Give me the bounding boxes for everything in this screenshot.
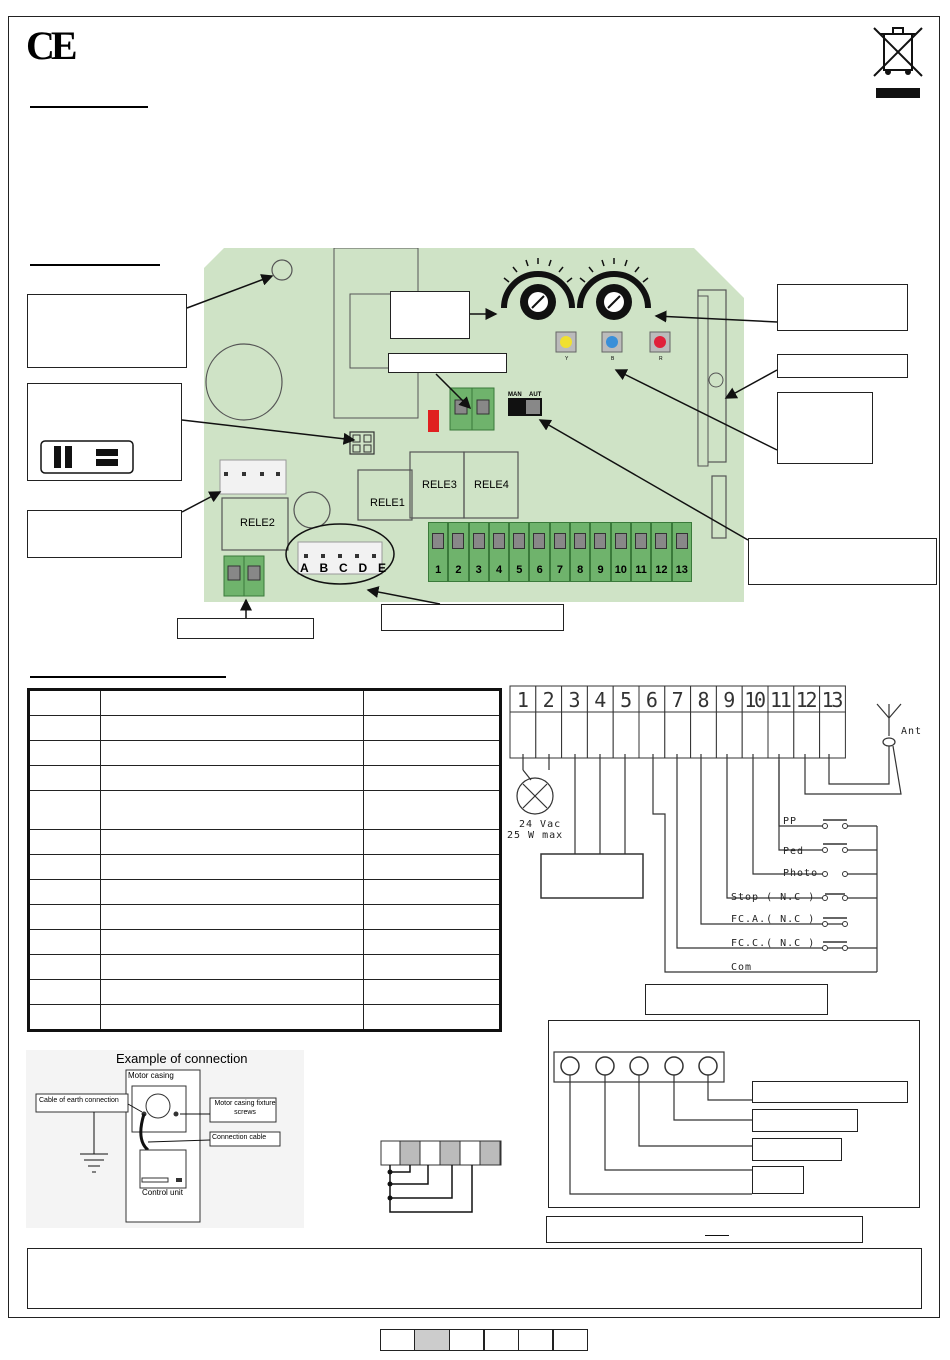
antenna-label: Ant bbox=[901, 726, 923, 737]
lamp-power-label: 25 W max bbox=[507, 830, 564, 841]
button-b-label: B bbox=[611, 356, 615, 362]
connection-cable-label: Connection cable bbox=[212, 1134, 267, 1141]
table-row bbox=[29, 830, 501, 855]
table-cell bbox=[101, 905, 364, 930]
relay-3-label: RELE3 bbox=[422, 479, 457, 491]
table-cell bbox=[364, 980, 501, 1005]
button-y-label: Y bbox=[565, 356, 569, 362]
table-row bbox=[29, 905, 501, 930]
table-cell bbox=[364, 855, 501, 880]
table-cell bbox=[101, 791, 364, 830]
table-row bbox=[29, 1005, 501, 1031]
wiring-terminal-body bbox=[536, 712, 562, 758]
input-fcc-label: FC.C.( N.C ) bbox=[731, 938, 816, 949]
wiring-terminal-number: 13 bbox=[821, 688, 844, 712]
wiring-terminal-body bbox=[742, 712, 768, 758]
table-cell bbox=[101, 716, 364, 741]
wiring-terminal-number: 10 bbox=[744, 688, 766, 712]
button-r-label: R bbox=[659, 356, 663, 362]
wiring-terminal-number: 12 bbox=[795, 688, 818, 712]
input-photo-label: Photo bbox=[783, 868, 819, 879]
board-terminal-number: 11 bbox=[635, 564, 647, 576]
wiring-terminal-body bbox=[665, 712, 691, 758]
board-terminal-number: 2 bbox=[455, 564, 462, 576]
encoder-label-1 bbox=[752, 1081, 908, 1103]
table-cell bbox=[364, 955, 501, 980]
table-cell bbox=[29, 1005, 101, 1031]
wiring-diagram bbox=[505, 684, 935, 984]
table-cell bbox=[29, 741, 101, 766]
table-cell bbox=[29, 791, 101, 830]
wiring-terminal-body bbox=[820, 712, 846, 758]
page-index-cell bbox=[449, 1329, 485, 1351]
wiring-terminal-body bbox=[691, 712, 717, 758]
board-terminal-number: 12 bbox=[655, 564, 668, 576]
table-cell bbox=[364, 690, 501, 716]
table-cell bbox=[29, 955, 101, 980]
table-row bbox=[29, 855, 501, 880]
table-cell bbox=[29, 716, 101, 741]
input-ped-label: Ped bbox=[783, 846, 805, 857]
table-row bbox=[29, 741, 501, 766]
connector-pin-b: B bbox=[319, 561, 329, 575]
earth-cable-label: Cable of earth connection bbox=[39, 1097, 119, 1104]
motor-box bbox=[541, 854, 643, 898]
encoder-label-3 bbox=[752, 1138, 842, 1161]
encoder-diagram bbox=[548, 1020, 920, 1208]
table-row bbox=[29, 880, 501, 905]
switch-man-label: MAN bbox=[508, 392, 522, 398]
wiring-terminal-body bbox=[587, 712, 613, 758]
wiring-terminal-body bbox=[510, 712, 536, 758]
table-row bbox=[29, 955, 501, 980]
wiring-terminal-number: 2 bbox=[542, 688, 555, 712]
connector-pin-c: C bbox=[338, 561, 348, 575]
relay-4-label: RELE4 bbox=[474, 479, 509, 491]
table-cell bbox=[101, 855, 364, 880]
encoder-caption bbox=[546, 1216, 863, 1243]
wiring-terminal-body bbox=[613, 712, 639, 758]
table-row bbox=[29, 930, 501, 955]
relay-1-label: RELE1 bbox=[370, 497, 405, 509]
connector-pin-e: E bbox=[377, 561, 386, 575]
encoder-label-2 bbox=[752, 1109, 858, 1132]
table-cell bbox=[101, 1005, 364, 1031]
page-index-cell-current bbox=[414, 1329, 450, 1351]
table-cell bbox=[101, 741, 364, 766]
page-index-cell bbox=[552, 1329, 588, 1351]
table-cell bbox=[101, 830, 364, 855]
earth-example-title: Example of connection bbox=[116, 1051, 248, 1066]
table-row bbox=[29, 791, 501, 830]
wiring-terminal-number: 1 bbox=[516, 688, 529, 712]
board-terminal-number: 13 bbox=[675, 564, 688, 576]
table-cell bbox=[101, 880, 364, 905]
input-com-label: Com bbox=[731, 962, 753, 973]
board-terminal-number: 6 bbox=[536, 564, 543, 576]
relay-2-label: RELE2 bbox=[240, 517, 275, 529]
board-terminal-number: 10 bbox=[614, 564, 627, 576]
input-fca-label: FC.A.( N.C ) bbox=[731, 914, 816, 925]
table-cell bbox=[29, 855, 101, 880]
terminals-table bbox=[27, 688, 502, 1032]
table-cell bbox=[101, 980, 364, 1005]
table-cell bbox=[101, 930, 364, 955]
dip-switch-diagram bbox=[380, 1140, 504, 1216]
input-stop-label: Stop ( N.C ) bbox=[731, 892, 816, 903]
table-cell bbox=[364, 830, 501, 855]
page-index-cell bbox=[380, 1329, 416, 1351]
wiring-terminal-number: 7 bbox=[671, 688, 684, 712]
wiring-terminal-number: 11 bbox=[770, 688, 792, 712]
lamp-voltage-label: 24 Vac bbox=[519, 819, 562, 830]
table-cell bbox=[29, 880, 101, 905]
table-cell bbox=[364, 791, 501, 830]
board-terminal-number: 5 bbox=[516, 564, 523, 576]
wiring-terminal-number: 6 bbox=[645, 688, 658, 712]
wiring-terminal-number: 5 bbox=[620, 688, 633, 712]
board-terminal-number: 8 bbox=[577, 564, 584, 576]
board-terminal-number: 9 bbox=[597, 564, 604, 576]
table-row bbox=[29, 980, 501, 1005]
wiring-terminal-body bbox=[794, 712, 820, 758]
wiring-terminal-body bbox=[639, 712, 665, 758]
table-row bbox=[29, 716, 501, 741]
encoder-label-4 bbox=[752, 1166, 804, 1194]
page-index bbox=[381, 1329, 588, 1351]
table-cell bbox=[29, 930, 101, 955]
table-cell bbox=[101, 766, 364, 791]
warning-note-box bbox=[27, 1248, 922, 1309]
wiring-terminal-number: 8 bbox=[697, 688, 710, 712]
wiring-terminal-body bbox=[768, 712, 794, 758]
table-cell bbox=[29, 766, 101, 791]
table-cell bbox=[29, 980, 101, 1005]
table-cell bbox=[364, 1005, 501, 1031]
wiring-terminal-body bbox=[562, 712, 588, 758]
table-row bbox=[29, 690, 501, 716]
wiring-terminal-number: 9 bbox=[723, 688, 736, 712]
board-terminal-number: 1 bbox=[435, 564, 442, 576]
board-terminal-number: 3 bbox=[475, 564, 482, 576]
board-terminal-number: 4 bbox=[495, 564, 503, 576]
wiring-terminal-body bbox=[716, 712, 742, 758]
table-cell bbox=[364, 741, 501, 766]
wiring-terminal-number: 4 bbox=[594, 688, 607, 712]
table-row bbox=[29, 766, 501, 791]
page-index-cell bbox=[483, 1329, 519, 1351]
control-unit-label: Control unit bbox=[142, 1188, 183, 1197]
table-cell bbox=[101, 955, 364, 980]
ce-mark: CE bbox=[26, 23, 74, 68]
fixture-screws-label: Motor casing fixture screws bbox=[214, 1100, 276, 1116]
table-cell bbox=[101, 690, 364, 716]
table-cell bbox=[364, 880, 501, 905]
table-cell bbox=[29, 690, 101, 716]
table-cell bbox=[364, 930, 501, 955]
lamp-icon bbox=[517, 754, 553, 814]
table-cell bbox=[364, 905, 501, 930]
table-cell bbox=[364, 766, 501, 791]
connector-pin-a: A bbox=[300, 561, 309, 575]
wiring-caption bbox=[645, 984, 828, 1015]
table-cell bbox=[29, 905, 101, 930]
page-index-cell bbox=[518, 1329, 554, 1351]
board-terminal-number: 7 bbox=[556, 564, 563, 576]
motor-casing-label: Motor casing bbox=[128, 1071, 174, 1080]
table-cell bbox=[29, 830, 101, 855]
table-cell bbox=[364, 716, 501, 741]
connector-pin-d: D bbox=[358, 561, 368, 575]
input-pp-label: PP bbox=[783, 816, 798, 827]
switch-aut-label: AUT bbox=[529, 392, 542, 398]
wiring-terminal-number: 3 bbox=[568, 688, 581, 712]
